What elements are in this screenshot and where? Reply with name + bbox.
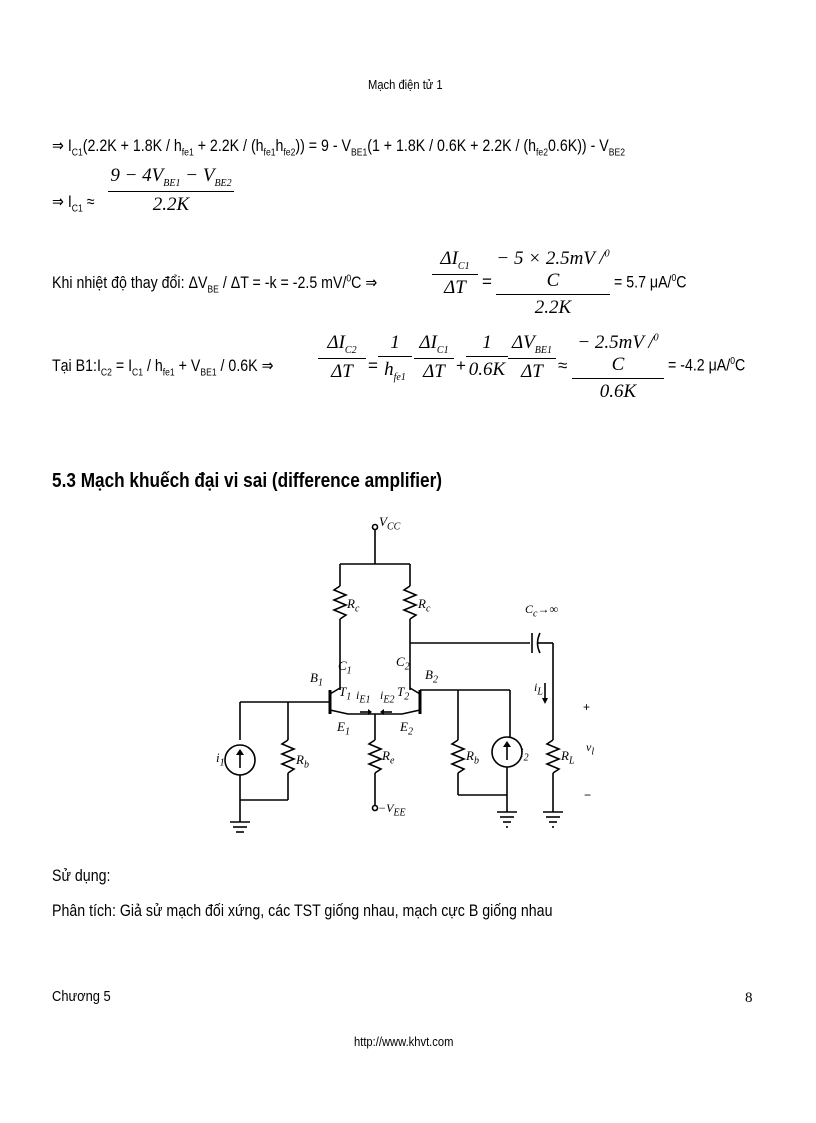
rl-resistor [547,740,559,773]
c1-label: $C_1$ [338,658,352,677]
equation-4-frac-3: $\Delta I_{C1}$ ΔT [414,332,454,383]
b1-label: $B_1$ [310,670,323,689]
e1-label: $E_1$ [337,719,350,738]
vl-plus-label: + [583,700,591,714]
i2-label: $i_2$ [520,745,529,764]
capacitor-label: $C_c\to\infty$ [525,602,559,620]
t1-label: $T_1$ [339,684,352,703]
equation-4-frac-1: $\Delta I_{C2}$ ΔT [318,332,366,383]
rb-left-label: $R_b$ [296,752,309,771]
ie1-label: $i_{E1}$ [356,688,371,706]
equation-4-frac-5: $\Delta V_{BE1}$ ΔT [508,332,556,383]
rl-label: $R_L$ [561,748,575,767]
ie2-label: $i_{E2}$ [380,688,395,706]
vee-node [373,806,378,811]
b2-label: $B_2$ [425,667,438,686]
equation-4-plus: + [456,356,466,375]
re-resistor [369,740,381,773]
equation-4-equals: = [368,356,378,375]
il-label: $i_L$ [534,680,543,698]
equation-2-fraction: $9 - 4V_{BE1} - V_{BE2}$ 2.2K [108,165,234,216]
equation-2-lhs: ⇒ $I_{C1}$ ≈ [52,193,95,215]
footer-url[interactable]: http://www.khvt.com [354,1034,454,1049]
vee-label: $-V_{EE}$ [378,801,406,819]
equation-3-text: Khi nhiệt độ thay đổi: $\Delta V_{BE} / \Delta T = -k = -2.5$ mV/$^0$C ⇒ [52,273,378,296]
vl-minus-label: − [584,788,592,802]
equation-3-result: = 5.7 μA/$^0$C [614,273,687,292]
rb-right-resistor [452,740,464,773]
equation-3-frac-1: $\Delta I_{C1}$ ΔT [432,248,478,299]
rc-left-resistor [334,586,346,619]
footer-page-number: 8 [745,990,753,1006]
body-line-1: Sử dụng: [52,867,111,885]
i1-label: $i_1$ [216,750,225,769]
rb-left-resistor [282,740,294,773]
equation-4-approx: ≈ [558,356,568,375]
c2-label: $C_2$ [396,654,410,673]
e2-label: $E_2$ [400,719,413,738]
vcc-label: $V_{CC}$ [379,514,401,533]
section-heading: 5.3 Mạch khuếch đại vi sai (difference amplifier) [52,470,443,492]
vcc-node [373,525,378,530]
body-line-2: Phân tích: Giả sử mạch đối xứng, các TST giống nhau, mạch cực B giống nhau [52,902,553,920]
rb-right-label: $R_b$ [466,748,479,767]
equation-3-equals: = [482,272,492,291]
t2-label: $T_2$ [397,684,410,703]
rc-left-label: $R_c$ [347,596,360,615]
page-header: Mạch điện tử 1 [368,77,443,92]
equation-4-frac-6: − 2.5mV /$^0$ C 0.6K [572,332,664,403]
rc-right-label: $R_c$ [418,596,431,615]
re-label: $R_e$ [382,748,395,767]
equation-4-frac-4: 1 0.6K [466,332,508,381]
equation-1: ⇒ $I_{C1}(2.2K + 1.8K / h_{fe1} + 2.2K / (h_{fe1}h_{fe2})) = 9 - V_{BE1}(1 + 1.8K / 0.6K + 2.2K / (h_{fe2}0.6K)) - V_{BE2}$ [52,137,625,159]
rc-right-resistor [404,586,416,619]
equation-4-text: Tại $B1:I_{C2} = I_{C1} / h_{fe1} + V_{BE1} / 0.6K$ ⇒ [52,357,274,379]
equation-4-result: = -4.2 μA/$^0$C [668,356,746,375]
vl-label: $v_l$ [586,740,595,758]
equation-4-frac-2: 1 $h_{fe1}$ [378,332,412,383]
equation-3-frac-2: − 5 × 2.5mV /$^0$ C 2.2K [496,248,610,318]
footer-chapter: Chương 5 [52,988,111,1005]
